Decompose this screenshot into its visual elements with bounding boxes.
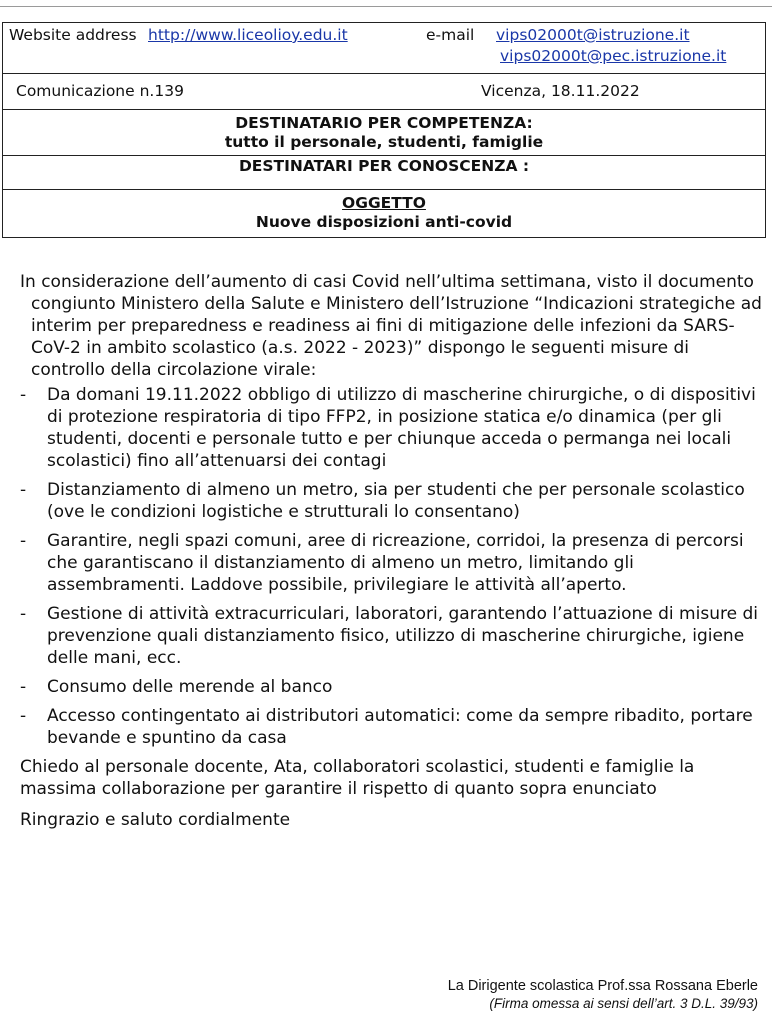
bullet-dash: -	[20, 706, 27, 726]
recipients-competence-row	[3, 110, 765, 156]
website-link[interactable]: http://www.liceolioy.edu.it	[148, 26, 348, 44]
signature-note: (Firma omessa ai sensi dell’art. 3 D.L. 39/93)	[489, 996, 758, 1011]
list-item: - Distanziamento di almeno un metro, sia per studenti che per personale scolastico (ove le condizioni logistiche e strutturali lo consentano)	[20, 480, 745, 522]
email-link-1[interactable]: vips02000t@istruzione.it	[496, 26, 690, 44]
email-label: e-mail	[426, 26, 475, 44]
bullet-dash: -	[20, 385, 27, 405]
list-item: - Consumo delle merende al banco	[20, 677, 333, 697]
place-date: Vicenza, 18.11.2022	[481, 82, 640, 100]
subject-row	[3, 190, 765, 237]
list-item: - Accesso contingentato ai distributori automatici: come da sempre ribadito, portare bevande e spuntino da casa	[20, 706, 753, 748]
bullet-dash: -	[20, 604, 27, 624]
subject: Nuove disposizioni anti-covid	[255, 213, 513, 231]
recipients-knowledge-title: DESTINATARI PER CONOSCENZA :	[238, 157, 530, 175]
bullet-dash: -	[20, 531, 27, 551]
list-item: - Garantire, negli spazi comuni, aree di ricreazione, corridoi, la presenza di percorsi che garantiscano il distanziamento di almeno un metro, limitando gli assembramenti. Laddove possibile, privilegiare le attività all’aperto.	[20, 531, 744, 595]
list-item: - Gestione di attività extracurriculari, laboratori, garantendo l’attuazione di misure di prevenzione quali distanziamento fisico, utilizzo di mascherine chirurgiche, igiene delle mani, ecc.	[20, 604, 758, 668]
recipients-competence-title: DESTINATARIO PER COMPETENZA:	[235, 114, 533, 132]
signature-block	[448, 977, 758, 1013]
bullet-dash: -	[20, 677, 27, 697]
bullet-dash: -	[20, 480, 27, 500]
subject-title: OGGETTO	[342, 194, 426, 212]
header-table	[2, 22, 766, 238]
document-body	[20, 271, 765, 831]
signatory: La Dirigente scolastica Prof.ssa Rossana Eberle	[447, 978, 758, 994]
recipients-knowledge-row	[3, 156, 765, 190]
recipients-competence: tutto il personale, studenti, famiglie	[224, 133, 544, 151]
email-link-2[interactable]: vips02000t@pec.istruzione.it	[500, 47, 727, 65]
list-item: - Da domani 19.11.2022 obbligo di utilizzo di mascherine chirurgiche, o di dispositivi di protezione respiratoria di tipo FFP2, in posizione statica e/o dinamica (per gli studenti, docenti e personale tutto e per chiunque acceda o permanga nei locali scolastici) fino all’attenuarsi dei contagi	[20, 385, 756, 471]
closing-paragraph: Chiedo al personale docente, Ata, collaboratori scolastici, studenti e famiglie la massima collaborazione per garantire il rispetto di quanto sopra enunciato	[20, 757, 695, 799]
greeting: Ringrazio e saluto cordialmente	[20, 810, 291, 830]
top-rule	[0, 6, 772, 7]
intro-paragraph: In considerazione dell’aumento di casi Covid nell’ultima settimana, visto il documento congiunto Ministero della Salute e Ministero dell’Istruzione “Indicazioni strategiche ad interim per preparedness e readiness ai fini di mitigazione delle infezioni da SARS-CoV-2 in ambito scolastico (a.s. 2022 - 2023)” dispongo le seguenti misure di controllo della circolazione virale:	[20, 272, 762, 380]
website-label: Website address	[9, 26, 137, 44]
communication-row	[3, 74, 765, 110]
measures-list	[20, 384, 765, 749]
contact-row	[3, 23, 765, 74]
communication-number: Comunicazione n.139	[16, 82, 184, 100]
